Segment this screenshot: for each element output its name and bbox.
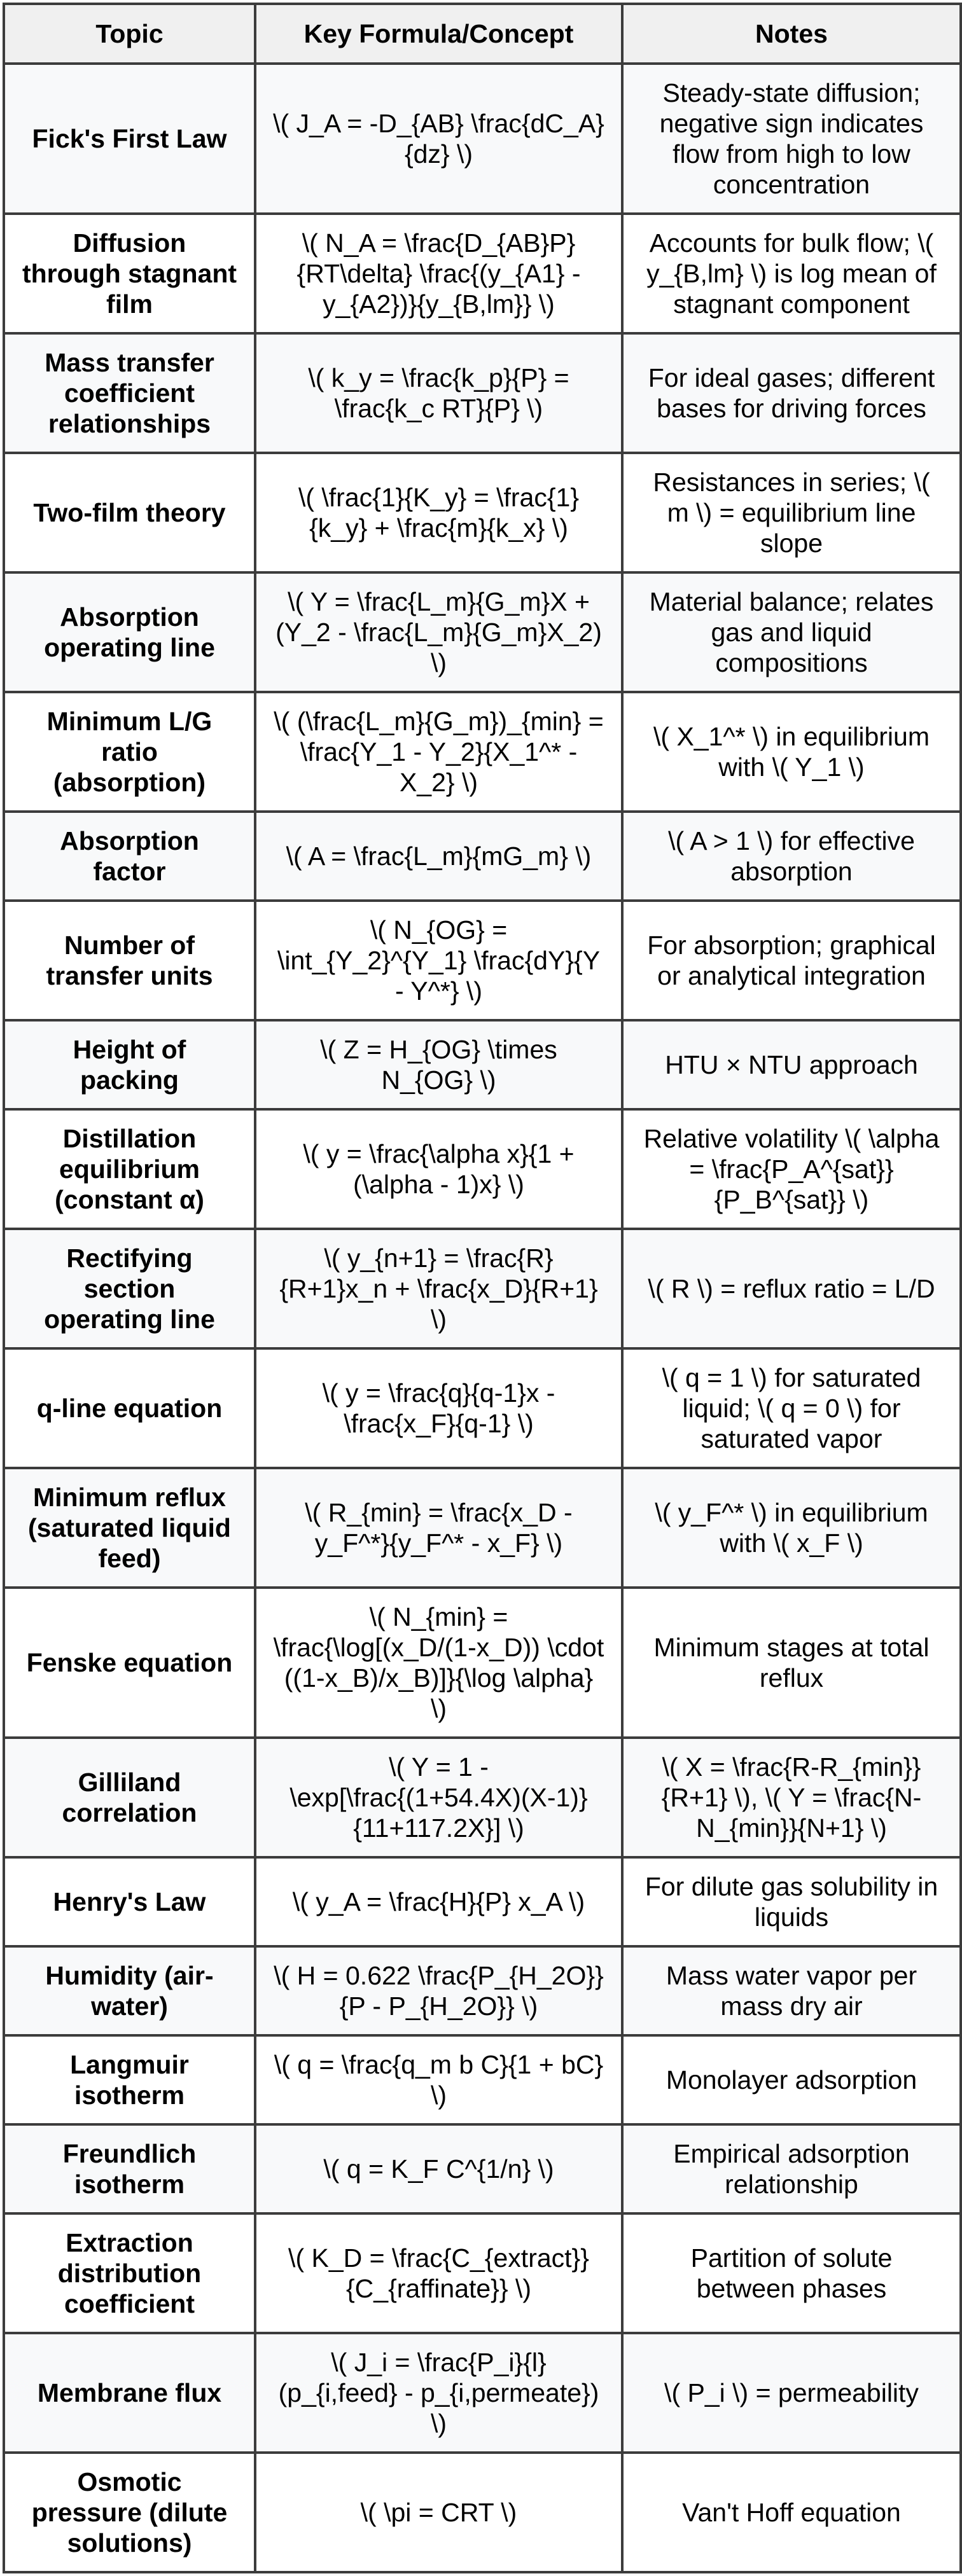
notes-cell: Resistances in series; \( m \) = equilibrium line slope: [622, 453, 961, 572]
notes-cell: \( X = \frac{R-R_{min}}{R+1} \), \( Y = \frac{N-N_{min}}{N+1} \): [622, 1738, 961, 1857]
topic-cell: Freundlich isotherm: [4, 2124, 255, 2213]
table-row: [4, 2333, 961, 2453]
topic-cell: Minimum reflux (saturated liquid feed): [4, 1468, 255, 1588]
formula-cell: \( \frac{1}{K_y} = \frac{1}{k_y} + \frac{m}{k_x} \): [255, 453, 622, 572]
formula-cell: \( N_A = \frac{D_{AB}P}{RT\delta} \frac{(y_{A1} - y_{A2})}{y_{B,lm}} \): [255, 214, 622, 333]
column-header-topic: Topic: [4, 4, 255, 64]
topic-cell: Two-film theory: [4, 453, 255, 572]
topic-cell: Humidity (air-water): [4, 1946, 255, 2035]
table-row: [4, 812, 961, 901]
formula-cell: \( K_D = \frac{C_{extract}}{C_{raffinate}} \): [255, 2213, 622, 2333]
formula-cell: \( \pi = CRT \): [255, 2453, 622, 2572]
table-row: [4, 1468, 961, 1588]
formula-cell: \( y = \frac{q}{q-1}x - \frac{x_F}{q-1} \): [255, 1348, 622, 1468]
table-body: [4, 64, 961, 2572]
topic-cell: Absorption operating line: [4, 572, 255, 692]
table-row: [4, 214, 961, 333]
table-row: [4, 2453, 961, 2572]
notes-cell: Steady-state diffusion; negative sign indicates flow from high to low concentration: [622, 64, 961, 214]
formula-cell: \( Y = 1 - \exp[\frac{(1+54.4X)(X-1)}{11+117.2X}] \): [255, 1738, 622, 1857]
topic-cell: Distillation equilibrium (constant α): [4, 1109, 255, 1229]
topic-cell: Fenske equation: [4, 1588, 255, 1738]
formula-cell: \( N_{min} = \frac{\log[(x_D/(1-x_D)) \cdot ((1-x_B)/x_B)]}{\log \alpha} \): [255, 1588, 622, 1738]
topic-cell: Langmuir isotherm: [4, 2035, 255, 2124]
formula-cell: \( H = 0.622 \frac{P_{H_2O}}{P - P_{H_2O}} \): [255, 1946, 622, 2035]
notes-cell: Relative volatility \( \alpha = \frac{P_A^{sat}}{P_B^{sat}} \): [622, 1109, 961, 1229]
column-header-notes: Notes: [622, 4, 961, 64]
formula-cell: \( q = K_F C^{1/n} \): [255, 2124, 622, 2213]
header-row: [4, 4, 961, 64]
notes-cell: \( X_1^* \) in equilibrium with \( Y_1 \): [622, 692, 961, 812]
notes-cell: Van't Hoff equation: [622, 2453, 961, 2572]
table-row: [4, 1109, 961, 1229]
formula-cell: \( N_{OG} = \int_{Y_2}^{Y_1} \frac{dY}{Y - Y^*} \): [255, 901, 622, 1020]
table-row: [4, 1229, 961, 1348]
topic-cell: q-line equation: [4, 1348, 255, 1468]
topic-cell: Membrane flux: [4, 2333, 255, 2453]
table-row: [4, 2124, 961, 2213]
topic-cell: Height of packing: [4, 1020, 255, 1109]
table-row: [4, 1348, 961, 1468]
topic-cell: Absorption factor: [4, 812, 255, 901]
notes-cell: For dilute gas solubility in liquids: [622, 1857, 961, 1946]
table-row: [4, 1946, 961, 2035]
notes-cell: Accounts for bulk flow; \( y_{B,lm} \) is log mean of stagnant component: [622, 214, 961, 333]
column-header-formula: Key Formula/Concept: [255, 4, 622, 64]
table-row: [4, 692, 961, 812]
notes-cell: Empirical adsorption relationship: [622, 2124, 961, 2213]
table-row: [4, 333, 961, 453]
table-row: [4, 64, 961, 214]
table-row: [4, 2035, 961, 2124]
notes-cell: \( R \) = reflux ratio = L/D: [622, 1229, 961, 1348]
notes-cell: Monolayer adsorption: [622, 2035, 961, 2124]
topic-cell: Minimum L/G ratio (absorption): [4, 692, 255, 812]
formula-cell: \( k_y = \frac{k_p}{P} = \frac{k_c RT}{P} \): [255, 333, 622, 453]
formula-cell: \( J_i = \frac{P_i}{l}(p_{i,feed} - p_{i,permeate}) \): [255, 2333, 622, 2453]
notes-cell: For absorption; graphical or analytical integration: [622, 901, 961, 1020]
notes-cell: \( y_F^* \) in equilibrium with \( x_F \): [622, 1468, 961, 1588]
notes-cell: Minimum stages at total reflux: [622, 1588, 961, 1738]
topic-cell: Fick's First Law: [4, 64, 255, 214]
formula-cell: \( (\frac{L_m}{G_m})_{min} = \frac{Y_1 - Y_2}{X_1^* - X_2} \): [255, 692, 622, 812]
topic-cell: Rectifying section operating line: [4, 1229, 255, 1348]
table-row: [4, 1588, 961, 1738]
formula-table: [3, 3, 962, 2573]
formula-cell: \( y_{n+1} = \frac{R}{R+1}x_n + \frac{x_D}{R+1} \): [255, 1229, 622, 1348]
formula-cell: \( R_{min} = \frac{x_D - y_F^*}{y_F^* - x_F} \): [255, 1468, 622, 1588]
notes-cell: HTU × NTU approach: [622, 1020, 961, 1109]
notes-cell: \( A > 1 \) for effective absorption: [622, 812, 961, 901]
table-row: [4, 2213, 961, 2333]
topic-cell: Osmotic pressure (dilute solutions): [4, 2453, 255, 2572]
table-row: [4, 1738, 961, 1857]
notes-cell: Partition of solute between phases: [622, 2213, 961, 2333]
notes-cell: Mass water vapor per mass dry air: [622, 1946, 961, 2035]
topic-cell: Mass transfer coefficient relationships: [4, 333, 255, 453]
topic-cell: Number of transfer units: [4, 901, 255, 1020]
formula-cell: \( y_A = \frac{H}{P} x_A \): [255, 1857, 622, 1946]
formula-cell: \( J_A = -D_{AB} \frac{dC_A}{dz} \): [255, 64, 622, 214]
topic-cell: Diffusion through stagnant film: [4, 214, 255, 333]
formula-cell: \( Y = \frac{L_m}{G_m}X + (Y_2 - \frac{L_m}{G_m}X_2) \): [255, 572, 622, 692]
notes-cell: \( q = 1 \) for saturated liquid; \( q = 0 \) for saturated vapor: [622, 1348, 961, 1468]
topic-cell: Henry's Law: [4, 1857, 255, 1946]
formula-cell: \( Z = H_{OG} \times N_{OG} \): [255, 1020, 622, 1109]
formula-cell: \( y = \frac{\alpha x}{1 + (\alpha - 1)x} \): [255, 1109, 622, 1229]
table-row: [4, 572, 961, 692]
formula-cell: \( q = \frac{q_m b C}{1 + bC} \): [255, 2035, 622, 2124]
notes-cell: \( P_i \) = permeability: [622, 2333, 961, 2453]
table-row: [4, 901, 961, 1020]
topic-cell: Extraction distribution coefficient: [4, 2213, 255, 2333]
table-row: [4, 453, 961, 572]
topic-cell: Gilliland correlation: [4, 1738, 255, 1857]
notes-cell: Material balance; relates gas and liquid compositions: [622, 572, 961, 692]
table-row: [4, 1020, 961, 1109]
formula-cell: \( A = \frac{L_m}{mG_m} \): [255, 812, 622, 901]
notes-cell: For ideal gases; different bases for driving forces: [622, 333, 961, 453]
table-row: [4, 1857, 961, 1946]
